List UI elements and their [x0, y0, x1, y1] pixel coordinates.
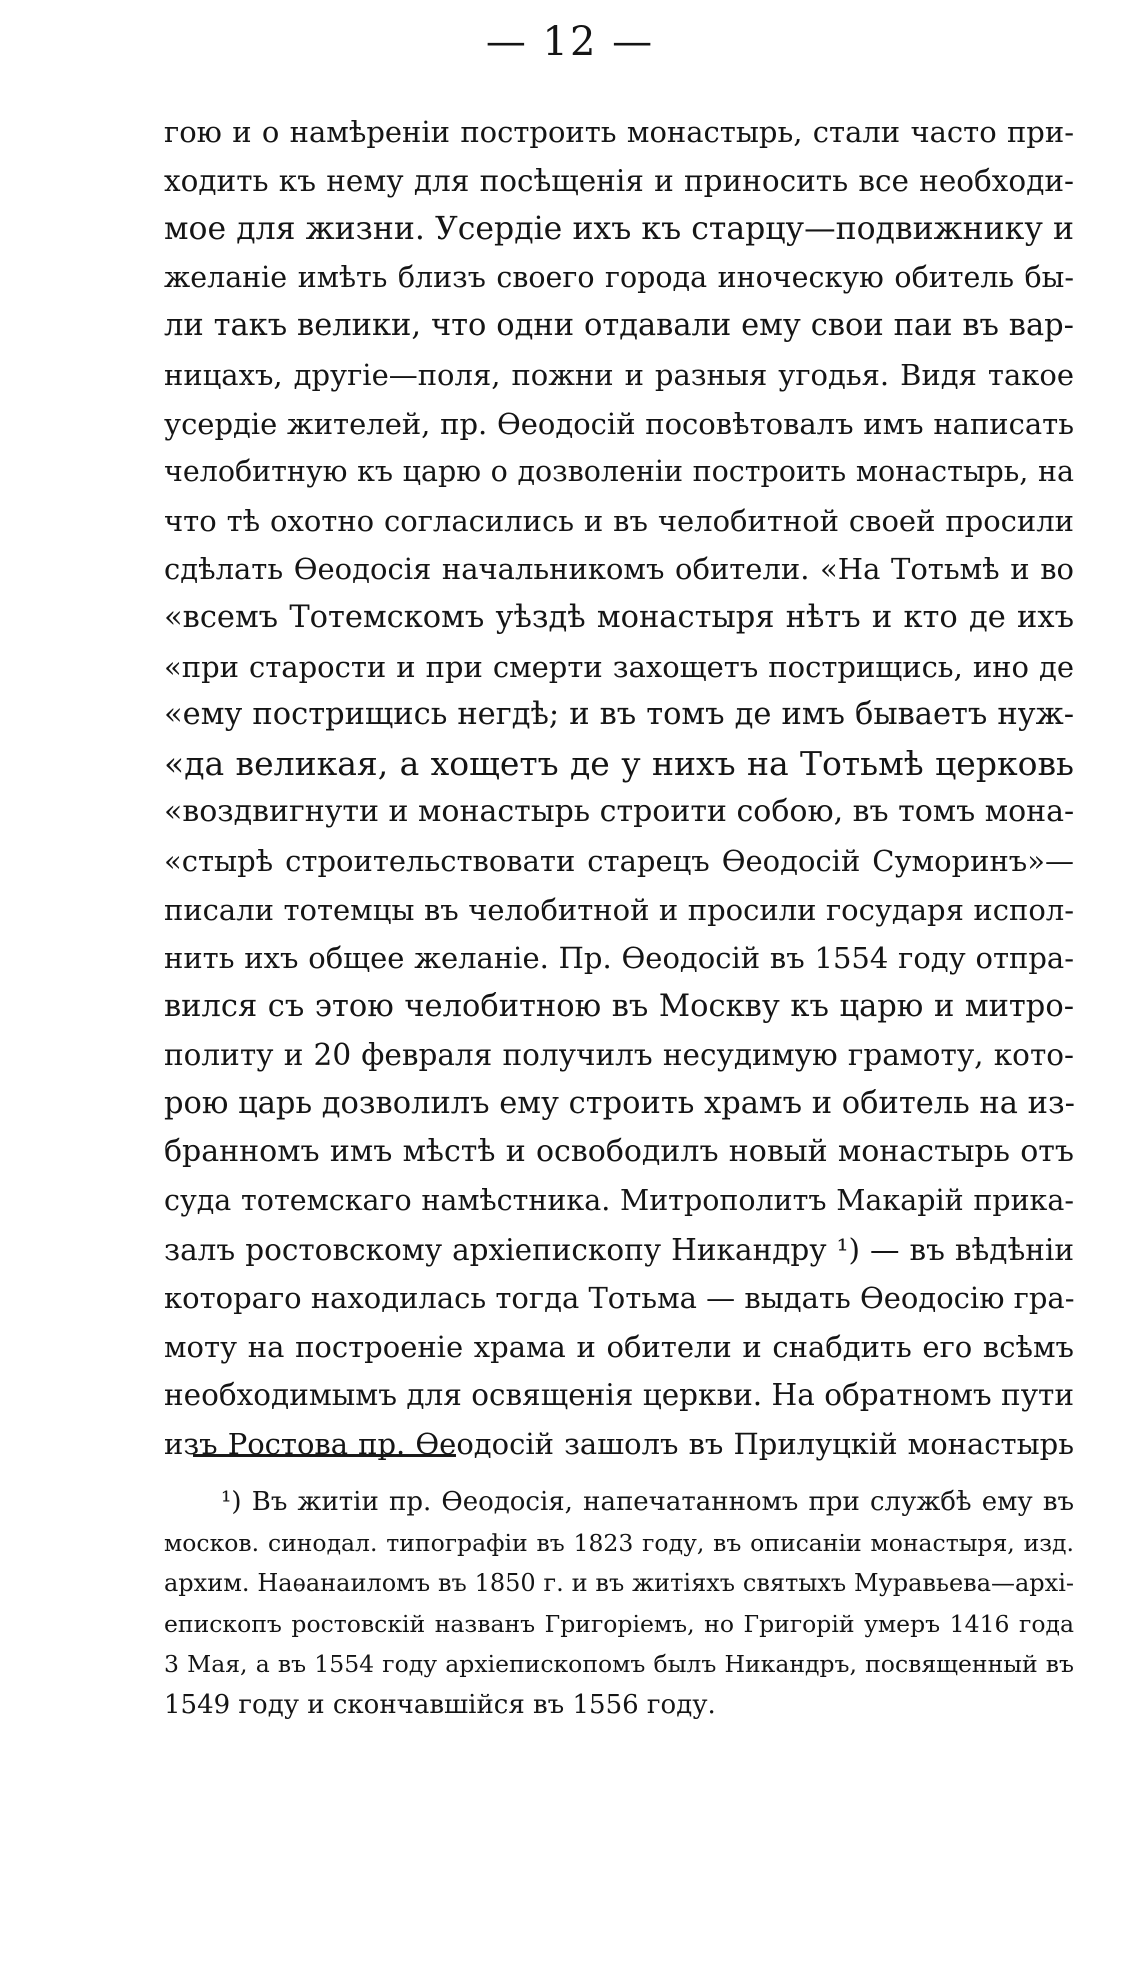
footnote-separator: [193, 1454, 456, 1457]
text-line: бранномъ имъ мѣстѣ и освободилъ новый монастырь отъ: [164, 1134, 1074, 1170]
footnote-line: 3 Мая, а въ 1554 году архіепископомъ былъ Никандръ, посвященный въ: [164, 1650, 1074, 1679]
text-line: что тѣ охотно согласились и въ челобитной своей просили: [164, 503, 1074, 538]
text-line: моту на построеніе храма и обители и снабдить его всѣмъ: [164, 1329, 1074, 1364]
text-line: изъ Ростова пр. Ѳеодосій зашолъ въ Прилуцкій монастырь: [164, 1427, 1074, 1462]
text-line: котораго находилась тогда Тотьма — выдать Ѳеодосію гра-: [164, 1281, 1075, 1316]
footnote-line: москов. синодал. типографіи въ 1823 году, въ описаніи монастыря, изд.: [164, 1528, 1074, 1557]
footnote-line: 1549 году и скончавшійся въ 1556 году.: [164, 1689, 716, 1720]
text-line: вился съ этою челобитною въ Москву къ царю и митро-: [164, 988, 1074, 1024]
footnote-line: ¹) Въ житіи пр. Ѳеодосія, напечатанномъ при службѣ ему въ: [221, 1487, 1074, 1517]
footnote-line: архим. Наѳанаиломъ въ 1850 г. и въ житіяхъ святыхъ Муравьева—архі-: [164, 1569, 1074, 1598]
text-line: «при старости и при смерти захощетъ пострищись, ино де: [164, 649, 1074, 684]
text-line: необходимымъ для освященія церкви. На обратномъ пути: [164, 1378, 1075, 1413]
text-line: ходить къ нему для посѣщенія и приносить все необходи-: [164, 163, 1074, 198]
page-number: — 12 —: [485, 19, 655, 65]
text-line: залъ ростовскому архіепископу Никандру ¹) — въ вѣдѣніи: [164, 1232, 1074, 1267]
text-line: ницахъ, другіе—поля, пожни и разныя угодья. Видя такое: [164, 357, 1074, 392]
footnote-line: епископъ ростовскій названъ Григоріемъ, но Григорій умеръ 1416 года: [164, 1609, 1074, 1638]
text-line: суда тотемскаго намѣстника. Митрополитъ Макарій прика-: [164, 1184, 1074, 1218]
text-line: сдѣлать Ѳеодосія начальникомъ обители. «На Тотьмѣ и во: [164, 552, 1074, 587]
text-line: рою царь дозволилъ ему строить храмъ и обитель на из-: [164, 1085, 1075, 1121]
text-line: «да великая, а хощетъ де у нихъ на Тотьмѣ церковь: [164, 743, 1074, 783]
footnote: [164, 1482, 1074, 1726]
text-line: «воздвигнути и монастырь строити собою, въ томъ мона-: [164, 794, 1075, 830]
text-line: политу и 20 февраля получилъ несудимую грамоту, кото-: [164, 1038, 1074, 1073]
text-line: мое для жизни. Усердіе ихъ къ старцу—подвижнику и: [164, 211, 1074, 248]
text-line: желаніе имѣть близъ своего города иноческую обитель бы-: [164, 260, 1074, 294]
main-text: [164, 108, 1074, 1469]
text-line: «всемъ Тотемскомъ уѣздѣ монастыря нѣтъ и кто де ихъ: [164, 599, 1074, 635]
text-line: «ему пострищись негдѣ; и въ томъ де имъ бываетъ нуж-: [164, 697, 1074, 733]
text-line: ли такъ велики, что одни отдавали ему свои паи въ вар-: [164, 308, 1074, 344]
text-line: «стырѣ строительствовати старецъ Ѳеодосій Суморинъ»—: [164, 843, 1074, 878]
text-line: гою и о намѣреніи построить монастырь, стали часто при-: [164, 115, 1074, 149]
text-line: челобитную къ царю о дозволеніи построить монастырь, на: [164, 455, 1074, 489]
text-line: нить ихъ общее желаніе. Пр. Ѳеодосій въ 1554 году отпра-: [164, 941, 1074, 976]
text-line: писали тотемцы въ челобитной и просили государя испол-: [164, 892, 1074, 927]
text-line: усердіе жителей, пр. Ѳеодосій посовѣтовалъ имъ написать: [164, 406, 1074, 441]
